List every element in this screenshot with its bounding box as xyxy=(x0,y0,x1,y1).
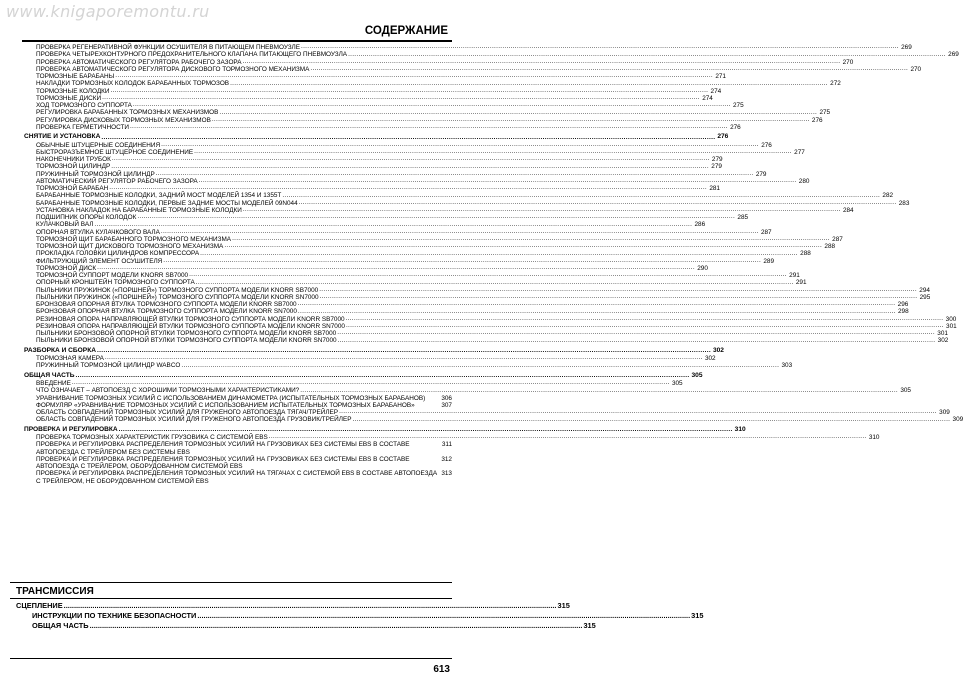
toc-page-number: 303 xyxy=(781,362,793,370)
toc-page-number: 276 xyxy=(730,123,741,131)
toc-entry-title: УСТАНОВКА НАКЛАДОК НА БАРАБАННЫЕ ТОРМОЗНЫЕ КОЛОДКИ xyxy=(36,206,242,214)
toc-page-number: 298 xyxy=(898,308,909,316)
toc-entry-title: ТОРМОЗНЫЕ ДИСКИ xyxy=(36,94,102,102)
toc-entry-title: ТОРМОЗНОЙ ЩИТ БАРАБАННОГО ТОРМОЗНОГО МЕХАНИЗМА xyxy=(36,235,232,243)
toc-page-number: 285 xyxy=(737,214,749,221)
toc-page-number: 291 xyxy=(795,279,807,287)
toc-page-number: 307 xyxy=(441,401,452,409)
toc-entry-row xyxy=(22,387,911,395)
toc-entry-title: НАКОНЕЧНИКИ ТРУБОК xyxy=(36,156,111,163)
toc-entry-title: ОБЫЧНЫЕ ШТУЦЕРНЫЕ СОЕДИНЕНИЯ xyxy=(36,141,161,149)
toc-entry-title: УРАВНИВАНИЕ ТОРМОЗНЫХ УСИЛИЙ С ИСПОЛЬЗОВАНИЕМ ДИНАМОМЕТРА (ИСПЫТАТЕЛЬНЫХ ТОРМОЗНЫХ БАРАБАНОВ) xyxy=(36,394,426,402)
toc-entry-title: ФИЛЬТРУЮЩИЙ ЭЛЕМЕНТ ОСУШИТЕЛЯ xyxy=(36,257,163,265)
toc-page-number: 312 xyxy=(441,455,452,463)
toc-page-number: 279 xyxy=(711,163,722,171)
toc-entry-title: ПРОВЕРКА АВТОМАТИЧЕСКОГО РЕГУЛЯТОРА РАБОЧЕГО ЗАЗОРА xyxy=(36,58,242,66)
page-title: СОДЕРЖАНИЕ xyxy=(364,25,448,37)
toc-page-number: 294 xyxy=(919,286,930,294)
toc-page-number: 282 xyxy=(882,192,894,200)
toc-page-number: 315 xyxy=(583,621,596,630)
footer-rule xyxy=(10,658,452,659)
toc-page-number: 274 xyxy=(710,87,722,95)
toc-entry-title: ФОРМУЛЯР «УРАВНИВАНИЕ ТОРМОЗНЫХ УСИЛИЙ С ИСПОЛЬЗОВАНИЕМ ИСПЫТАТЕЛЬНЫХ ТОРМОЗНЫХ БАРАБАНОВ» xyxy=(36,401,415,409)
toc-entry-row xyxy=(22,123,741,131)
toc-chapter-entry-title: ОБЩАЯ ЧАСТЬ xyxy=(32,621,89,630)
toc-page-number: 301 xyxy=(937,330,948,337)
toc-entry-title: БРОНЗОВАЯ ОПОРНАЯ ВТУЛКА ТОРМОЗНОГО СУППОРТА МОДЕЛИ KNORR SN7000 xyxy=(36,308,297,316)
toc-entry-title: ТОРМОЗНОЙ БАРАБАН xyxy=(36,185,109,192)
page-number: 613 xyxy=(433,664,450,675)
toc-page-number: 315 xyxy=(557,601,570,610)
toc-section-title: ПРОВЕРКА И РЕГУЛИРОВКА xyxy=(24,425,118,433)
toc-page-number: 270 xyxy=(910,65,922,73)
toc-page-number: 284 xyxy=(842,206,854,214)
toc-entry-title: НАКЛАДКИ ТОРМОЗНЫХ КОЛОДОК БАРАБАННЫХ ТОРМОЗОВ xyxy=(36,80,230,88)
toc-page-number: 310 xyxy=(868,434,880,441)
toc-page-number: 271 xyxy=(715,73,726,80)
toc-chapter-row xyxy=(10,601,570,611)
toc-entry-title: ПРОВЕРКА РЕГЕНЕРАТИВНОЙ ФУНКЦИИ ОСУШИТЕЛЯ В ПИТАЮЩЕМ ПНЕВМОУЗЛЕ xyxy=(36,44,301,51)
toc-entry-title: ОБЛАСТЬ СОВПАДЕНИЙ ТОРМОЗНЫХ УСИЛИЙ ДЛЯ ГРУЖЕНОГО АВТОПОЕЗДА ГРУЗОВИК/ТРЕЙЛЕР xyxy=(36,416,352,424)
toc-page-number: 296 xyxy=(897,301,909,308)
toc-page-number: 295 xyxy=(919,293,931,301)
toc-entry-title: ТОРМОЗНОЙ ЦИЛИНДР xyxy=(36,163,111,171)
toc-entry-title: ПЫЛЬНИКИ ПРУЖИНОК («ПОРШНЕЙ») ТОРМОЗНОГО СУППОРТА МОДЕЛИ KNORR SN7000 xyxy=(36,293,319,301)
toc-page-number: 281 xyxy=(709,185,720,192)
toc-page-number: 288 xyxy=(800,250,811,258)
toc-entry-title: ПЫЛЬНИКИ ПРУЖИНОК («ПОРШНЕЙ») ТОРМОЗНОГО СУППОРТА МОДЕЛИ KNORR SB7000 xyxy=(36,286,319,294)
toc-entry-title: ПРОВЕРКА И РЕГУЛИРОВКА РАСПРЕДЕЛЕНИЯ ТОРМОЗНЫХ УСИЛИЙ НА ГРУЗОВИКАХ БЕЗ СИСТЕМЫ EBS В СОСТАВЕ АВТОПОЕЗДА С ТРЕЙЛЕРОМ, ОБОРУДОВАННОМ СИСТЕМОЙ EBS xyxy=(36,455,410,470)
toc-page-number: 291 xyxy=(789,272,800,279)
toc-chapter-entry-title: СЦЕПЛЕНИЕ xyxy=(16,601,63,610)
toc-page-number: 287 xyxy=(832,235,843,243)
toc-page-number: 302 xyxy=(937,337,949,345)
toc-entry-row xyxy=(22,441,452,456)
toc-entry-title: ОБЛАСТЬ СОВПАДЕНИЙ ТОРМОЗНЫХ УСИЛИЙ ДЛЯ ГРУЖЕНОГО АВТОПОЕЗДА ТЯГАЧ/ТРЕЙЛЕР xyxy=(36,409,339,416)
toc-page-number: 276 xyxy=(811,116,823,124)
toc-entry-title: ТОРМОЗНОЙ ЩИТ ДИСКОВОГО ТОРМОЗНОГО МЕХАНИЗМА xyxy=(36,243,224,250)
toc-page-number: 305 xyxy=(900,387,911,395)
toc-chapter-entry-title: ИНСТРУКЦИИ ПО ТЕХНИКЕ БЕЗОПАСНОСТИ xyxy=(32,611,197,620)
toc-entry-title: ПРОВЕРКА ЧЕТЫРЕХКОНТУРНОГО ПРЕДОХРАНИТЕЛЬНОГО КЛАПАНА ПИТАЮЩЕГО ПНЕВМОУЗЛА xyxy=(36,51,348,59)
toc-page-number: 276 xyxy=(717,133,729,140)
toc-page-number: 300 xyxy=(945,315,957,323)
toc-page-number: 274 xyxy=(702,94,713,102)
toc-entry-title: ВВЕДЕНИЕ xyxy=(36,380,71,387)
toc-section-title: ОБЩАЯ ЧАСТЬ xyxy=(24,371,75,379)
toc-entry-title: КУЛАЧКОВЫЙ ВАЛ xyxy=(36,221,94,229)
toc-page-number: 302 xyxy=(712,346,724,354)
toc-page-number: 269 xyxy=(948,51,959,59)
toc-dot-leader xyxy=(181,364,779,370)
toc-entry-title: БРОНЗОВАЯ ОПОРНАЯ ВТУЛКА ТОРМОЗНОГО СУППОРТА МОДЕЛИ KNORR SB7000 xyxy=(36,301,297,308)
toc-entry-title: АВТОМАТИЧЕСКИЙ РЕГУЛЯТОР РАБОЧЕГО ЗАЗОРА xyxy=(36,177,198,185)
toc-page-number: 309 xyxy=(952,416,963,424)
table-of-contents xyxy=(22,44,963,485)
toc-page-number: 310 xyxy=(734,425,746,433)
toc-entry-title: БАРАБАННЫЕ ТОРМОЗНЫЕ КОЛОДКИ, ПЕРВЫЕ ЗАДНИЕ МОСТЫ МОДЕЛЕЙ 09N044 xyxy=(36,199,298,207)
toc-page-number: 269 xyxy=(901,44,912,51)
toc-page-number: 275 xyxy=(732,102,744,109)
chapter-rule xyxy=(10,582,452,583)
toc-entry-title: ПЫЛЬНИКИ БРОНЗОВОЙ ОПОРНОЙ ВТУЛКИ ТОРМОЗНОГО СУППОРТА МОДЕЛИ KNORR SN7000 xyxy=(36,337,337,345)
toc-entry-title: ТОРМОЗНАЯ КАМЕРА xyxy=(36,355,104,362)
toc-page-number: 279 xyxy=(755,170,767,178)
toc-dot-leader xyxy=(90,621,583,631)
toc-entry-title: ТОРМОЗНЫЕ БАРАБАНЫ xyxy=(36,73,115,80)
page-header xyxy=(22,24,452,40)
toc-entry-title: ЧТО ОЗНАЧАЕТ – АВТОПОЕЗД С ХОРОШИМИ ТОРМОЗНЫМИ ХАРАКТЕРИСТИКАМИ? xyxy=(36,387,300,395)
toc-page-number: 301 xyxy=(946,322,957,330)
toc-entry-row xyxy=(22,456,452,471)
toc-entry-title: ПРУЖИННЫЙ ТОРМОЗНОЙ ЦИЛИНДР WABCO xyxy=(36,362,181,370)
toc-dot-leader xyxy=(130,125,728,131)
toc-entry-row xyxy=(22,337,949,345)
chapter-block xyxy=(10,582,704,631)
toc-entry-row xyxy=(22,470,452,485)
toc-page-number: 289 xyxy=(763,257,775,265)
header-rule xyxy=(22,40,452,42)
toc-entry-title: ПРОВЕРКА ТОРМОЗНЫХ ХАРАКТЕРИСТИК ГРУЗОВИКА С СИСТЕМОЙ EBS xyxy=(36,434,268,441)
toc-page-number: 276 xyxy=(761,141,772,149)
toc-entry-row xyxy=(22,395,452,402)
toc-entry-title: ПЫЛЬНИКИ БРОНЗОВОЙ ОПОРНОЙ ВТУЛКИ ТОРМОЗНОГО СУППОРТА МОДЕЛИ KNORR SB7000 xyxy=(36,330,337,337)
toc-chapter-row xyxy=(10,611,704,621)
toc-section-title: СНЯТИЕ И УСТАНОВКА xyxy=(24,133,101,140)
chapter-rule-lower xyxy=(10,598,452,599)
toc-entry-row xyxy=(22,416,963,424)
toc-dot-leader xyxy=(64,601,557,611)
toc-entry-title: ПРОВЕРКА И РЕГУЛИРОВКА РАСПРЕДЕЛЕНИЯ ТОРМОЗНЫХ УСИЛИЙ НА ГРУЗОВИКАХ БЕЗ СИСТЕМЫ EBS В СОСТАВЕ АВТОПОЕЗДА С ТРЕЙЛЕРОМ БЕЗ СИСТЕМЫ EBS xyxy=(36,441,410,456)
toc-entry-title: БАРАБАННЫЕ ТОРМОЗНЫЕ КОЛОДКИ, ЗАДНИЙ МОСТ МОДЕЛЕЙ 1354 И 1355Т xyxy=(36,192,282,200)
toc-entry-title: ПРОВЕРКА АВТОМАТИЧЕСКОГО РЕГУЛЯТОРА ДИСКОВОГО ТОРМОЗНОГО МЕХАНИЗМА xyxy=(36,65,310,73)
toc-dot-leader xyxy=(197,611,690,621)
toc-entry-title: ПРОВЕРКА ГЕРМЕТИЧНОСТИ xyxy=(36,123,129,131)
toc-page-number: 280 xyxy=(798,177,810,185)
toc-page-number: 290 xyxy=(697,264,708,272)
toc-entry-title: ОПОРНАЯ ВТУЛКА КУЛАЧКОВОГО ВАЛА xyxy=(36,228,160,236)
toc-entry-title: ОПОРНЫЙ КРОНШТЕЙН ТОРМОЗНОГО СУППОРТА xyxy=(36,279,195,287)
toc-page-number: 286 xyxy=(694,221,706,229)
toc-page-number: 288 xyxy=(824,243,836,250)
toc-section-title: РАЗБОРКА И СБОРКА xyxy=(24,346,96,354)
toc-page-number: 305 xyxy=(671,380,683,387)
toc-entry-title: ПОДШИПНИК ОПОРЫ КОЛОДОК xyxy=(36,214,137,221)
toc-page-number: 305 xyxy=(691,371,703,379)
toc-entry-title: РЕГУЛИРОВКА БАРАБАННЫХ ТОРМОЗНЫХ МЕХАНИЗМОВ xyxy=(36,109,219,117)
toc-page-number: 313 xyxy=(441,470,452,478)
toc-entry-row xyxy=(22,362,793,370)
toc-entry-title: ПРУЖИННЫЙ ТОРМОЗНОЙ ЦИЛИНДР xyxy=(36,170,155,178)
toc-entry-title: ПРОВЕРКА И РЕГУЛИРОВКА РАСПРЕДЕЛЕНИЯ ТОРМОЗНЫХ УСИЛИЙ НА ТЯГАЧАХ С СИСТЕМОЙ EBS В СОСТАВЕ АВТОПОЕЗДА С ТРЕЙЛЕРОМ, НЕ ОБОРУДОВАННОМ СИСТЕМОЙ EBS xyxy=(36,470,438,485)
toc-entry-title: БЫСТРОРАЗЪЕМНОЕ ШТУЦЕРНОЕ СОЕДИНЕНИЕ xyxy=(36,148,194,156)
toc-chapter-row xyxy=(10,621,596,631)
chapter-title: ТРАНСМИССИЯ xyxy=(16,586,94,597)
toc-page-number: 315 xyxy=(691,611,704,620)
toc-page-number: 283 xyxy=(898,199,910,207)
toc-page-number: 309 xyxy=(939,409,950,416)
toc-entry-title: ПРОКЛАДКА ГОЛОВКИ ЦИЛИНДРОВ КОМПРЕССОРА xyxy=(36,250,200,258)
toc-entry-title: ТОРМОЗНОЙ СУППОРТ МОДЕЛИ KNORR SB7000 xyxy=(36,272,189,279)
toc-page-number: 302 xyxy=(704,355,716,362)
toc-page-number: 306 xyxy=(441,394,452,402)
toc-page-number: 279 xyxy=(711,156,723,163)
toc-page-number: 311 xyxy=(441,441,452,449)
toc-entry-title: РЕЗИНОВАЯ ОПОРА НАПРАВЛЯЮЩЕЙ ВТУЛКИ ТОРМОЗНОГО СУППОРТА МОДЕЛИ KNORR SN7000 xyxy=(36,322,345,330)
toc-page-number: 277 xyxy=(794,148,805,156)
toc-entry-title: ТОРМОЗНОЙ ДИСК xyxy=(36,264,97,272)
toc-dot-leader xyxy=(352,418,950,424)
toc-page-number: 272 xyxy=(830,80,841,88)
toc-page-number: 270 xyxy=(842,58,854,66)
toc-page-number: 287 xyxy=(760,228,772,236)
toc-page-number: 275 xyxy=(819,109,831,117)
watermark: www.knigaporemontu.ru xyxy=(6,2,210,21)
toc-dot-leader xyxy=(338,339,936,345)
toc-entry-title: ХОД ТОРМОЗНОГО СУППОРТА xyxy=(36,102,132,109)
toc-entry-title: РЕЗИНОВАЯ ОПОРА НАПРАВЛЯЮЩЕЙ ВТУЛКИ ТОРМОЗНОГО СУППОРТА МОДЕЛИ KNORR SB7000 xyxy=(36,315,345,323)
toc-entry-title: РЕГУЛИРОВКА ДИСКОВЫХ ТОРМОЗНЫХ МЕХАНИЗМОВ xyxy=(36,116,211,124)
toc-entry-title: ТОРМОЗНЫЕ КОЛОДКИ xyxy=(36,87,110,95)
